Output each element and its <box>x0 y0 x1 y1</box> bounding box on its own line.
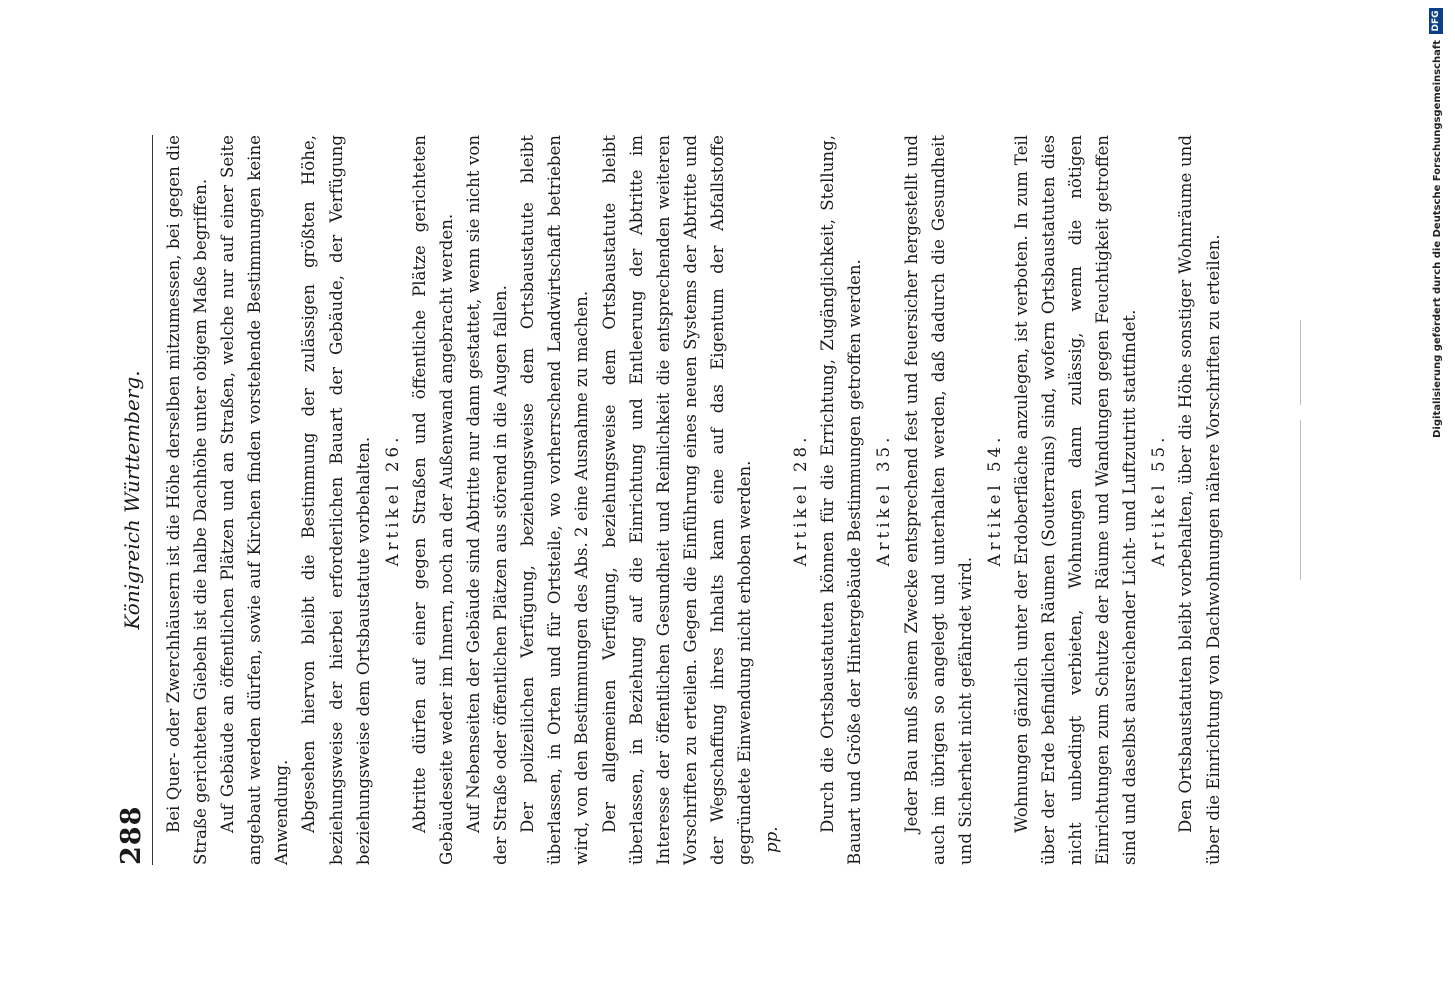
page-number: 288 <box>116 805 147 865</box>
page-header <box>112 135 150 865</box>
dfg-logo: DFG <box>1429 8 1443 34</box>
paragraph: Auf Nebenseiten der Gebäude sind Abtritte nur dann gestattet, wenn sie nicht von der Straße oder öffentlichen Plätzen aus störend in die Augen fallen. <box>464 135 511 865</box>
paragraph: Abgesehen hiervon bleibt die Bestimmung der zulässigen größten Höhe, beziehungsweise der hierbei erforderlichen Bauart der Gebäude, der Verfügung beziehungsweise dem Ortsbaustatute vorbehalten. <box>299 135 373 865</box>
article-heading: Artikel 54. <box>984 433 1004 567</box>
article-heading: Artikel 28. <box>791 433 811 567</box>
paragraph: Der allgemeinen Verfügung, beziehungsweise dem Ortsbaustatute bleibt überlassen, in Beziehung auf die Einrichtung und Entleerung der Abtritte im Interesse der öffentlichen Gesundheit und Reinlichkeit die entsprechenden weiteren Vorschriften zu erteilen. Gegen die Einführung eines neuen Systems der Abtritte und der Wegschaffung ihres Inhalts kann eine auf das Eigentum der Abfallstoffe gegründete Einwendung nicht erhoben werden. <box>599 135 754 865</box>
header-rule <box>152 135 153 865</box>
funding-footer <box>1420 0 1450 1000</box>
paragraph: Durch die Ortsbaustatuten können für die Errichtung, Zugänglichkeit, Stellung, Bauart und Größe der Hintergebäude Bestimmungen getroffen werden. <box>818 135 865 865</box>
paragraph: Den Ortsbaustatuten bleibt vorbehalten, über die Höhe sonstiger Wohnräume und über die Einrichtung von Dachwohnungen nähere Vorschriften zu erteilen. <box>1176 135 1223 865</box>
paragraph: Bei Quer- oder Zwerchhäusern ist die Höhe derselben mitzumessen, bei gegen die Straße gerichteten Giebeln ist die halbe Dachhöhe unter obigem Maße begriffen. <box>164 135 211 865</box>
funding-note: Digitalisierung gefördert durch die Deutsche Forschungsgemeinschaft <box>1432 40 1443 438</box>
running-title: Königreich Württemberg. <box>120 370 144 630</box>
article-heading: Artikel 26. <box>382 433 402 567</box>
paragraph: Der polizeilichen Verfügung, beziehungsweise dem Ortsbaustatute bleibt überlassen, in Orten und für Ortsteile, wo vorherrschend Landwirtschaft betrieben wird, von den Bestimmungen des Abs. 2 eine Ausnahme zu machen. <box>518 135 592 865</box>
paragraph: Abtritte dürfen auf einer gegen Straßen und öffentliche Plätze gerichteten Gebäudeseite weder im Innern, noch an der Außenwand angebracht werden. <box>409 135 456 865</box>
paragraph: Auf Gebäude an öffentlichen Plätzen und an Straßen, welche nur auf einer Seite angebaut werden dürfen, sowie auf Kirchen finden vorstehende Bestimmungen keine Anwendung. <box>218 135 292 865</box>
paragraph: Jeder Bau muß seinem Zwecke entsprechend fest und feuersicher hergestellt und auch im übrigen so angelegt und unterhalten werden, daß dadurch die Gesundheit und Sicherheit nicht gefährdet wird. <box>901 135 975 865</box>
omission-marker: pp. <box>762 826 782 853</box>
paragraph: Wohnungen gänzlich unter der Erdoberfläche anzulegen, ist verboten. In zum Teil über der Erde befindlichen Räumen (Souterrains) sind, wofern Ortsbaustatuten dies nicht unbedingt verbieten, Wohnungen dann zulässig, wenn die nötigen Einrichtungen zum Schutze der Räume und Wandungen gegen Feuchtigkeit getroffen sind und daselbst ausreichender Licht- und Luftzutritt stattfindet. <box>1011 135 1140 865</box>
scan-rule <box>1300 420 1301 580</box>
article-heading: Artikel 55. <box>1149 433 1169 567</box>
page-body <box>160 135 1227 865</box>
scan-rule <box>1300 320 1301 405</box>
article-heading: Artikel 35. <box>874 433 894 567</box>
